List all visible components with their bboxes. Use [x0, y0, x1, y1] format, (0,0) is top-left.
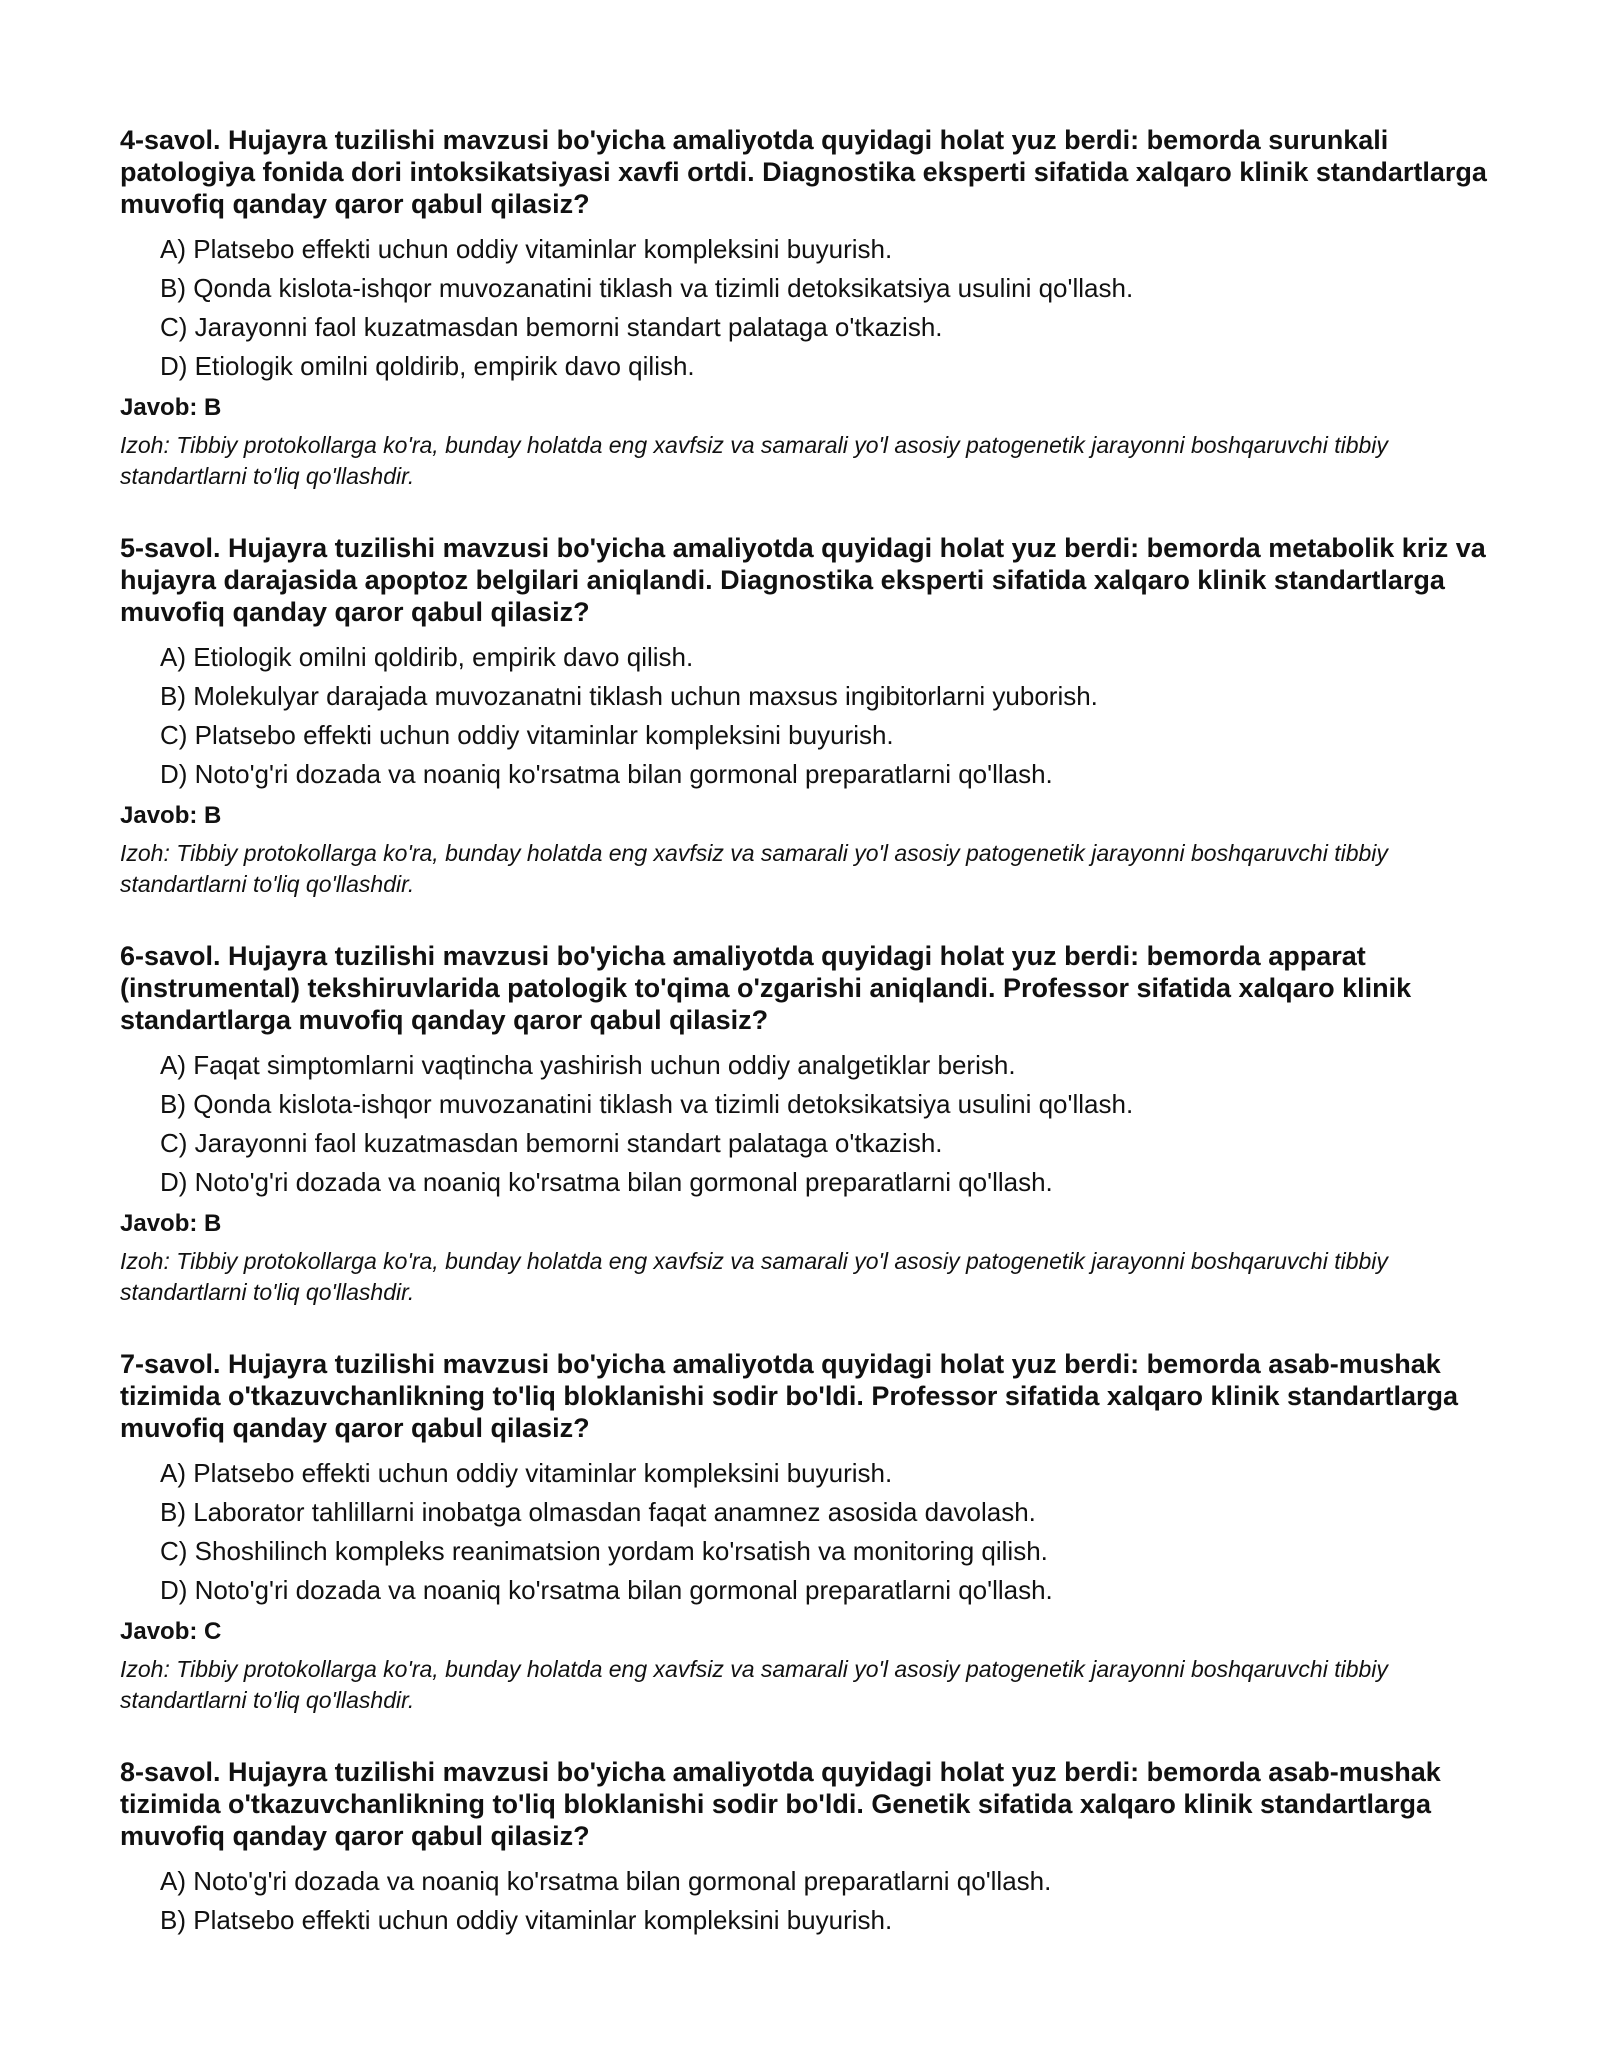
answer-option: B) Molekulyar darajada muvozanatni tiklash uchun maxsus ingibitorlarni yuborish. — [160, 681, 1098, 711]
question-block — [120, 940, 1500, 1308]
answer-option: A) Etiologik omilni qoldirib, empirik davo qilish. — [160, 642, 694, 672]
answer-option: D) Etiologik omilni qoldirib, empirik davo qilish. — [160, 351, 695, 381]
answer-options — [120, 1046, 1500, 1202]
answer-option: A) Platsebo effekti uchun oddiy vitaminlar kompleksini buyurish. — [160, 234, 893, 264]
answer-option: C) Shoshilinch kompleks reanimatsion yordam ko'rsatish va monitoring qilish. — [160, 1536, 1048, 1566]
answer-key: Javob: B — [120, 1210, 222, 1237]
explanation-note: Izoh: Tibbiy protokollarga ko'ra, bunday holatda eng xavfsiz va samarali yo'l asosiy patogenetik jarayonni boshqaruvchi tibbiy standartlarni to'liq qo'llashdir. — [120, 840, 1388, 897]
answer-options — [120, 1454, 1500, 1610]
answer-option: D) Noto'g'ri dozada va noaniq ko'rsatma bilan gormonal preparatlarni qo'llash. — [160, 1167, 1053, 1197]
question-title: 6-savol. Hujayra tuzilishi mavzusi bo'yicha amaliyotda quyidagi holat yuz berdi: bemorda apparat (instrumental) tekshiruvlarida patologik to'qima o'zgarishi aniqlandi. Professor sifatida xalqaro klinik standartlarga muvofiq qanday qaror qabul qilasiz? — [120, 941, 1412, 1035]
answer-option: C) Platsebo effekti uchun oddiy vitaminlar kompleksini buyurish. — [160, 720, 894, 750]
answer-options — [120, 638, 1500, 794]
answer-option: A) Platsebo effekti uchun oddiy vitaminlar kompleksini buyurish. — [160, 1458, 893, 1488]
answer-option: B) Qonda kislota-ishqor muvozanatini tiklash va tizimli detoksikatsiya usulini qo'llash. — [160, 273, 1134, 303]
explanation-note: Izoh: Tibbiy protokollarga ko'ra, bunday holatda eng xavfsiz va samarali yo'l asosiy patogenetik jarayonni boshqaruvchi tibbiy standartlarni to'liq qo'llashdir. — [120, 432, 1388, 489]
answer-option: C) Jarayonni faol kuzatmasdan bemorni standart palataga o'tkazish. — [160, 1128, 943, 1158]
answer-option: B) Laborator tahlillarni inobatga olmasdan faqat anamnez asosida davolash. — [160, 1497, 1036, 1527]
question-block — [120, 532, 1500, 900]
answer-option: A) Faqat simptomlarni vaqtincha yashirish uchun oddiy analgetiklar berish. — [160, 1050, 1016, 1080]
question-title: 5-savol. Hujayra tuzilishi mavzusi bo'yicha amaliyotda quyidagi holat yuz berdi: bemorda metabolik kriz va hujayra darajasida apoptoz belgilari aniqlandi. Diagnostika eksperti sifatida xalqaro klinik standartlarga muvofiq qanday qaror qabul qilasiz? — [120, 533, 1486, 627]
answer-options — [120, 1862, 1500, 1940]
answer-key: Javob: C — [120, 1618, 222, 1645]
question-title: 8-savol. Hujayra tuzilishi mavzusi bo'yicha amaliyotda quyidagi holat yuz berdi: bemorda asab-mushak tizimida o'tkazuvchanlikning to'liq bloklanishi sodir bo'ldi. Genetik sifatida xalqaro klinik standartlarga muvofiq qanday qaror qabul qilasiz? — [120, 1757, 1441, 1851]
answer-option: B) Qonda kislota-ishqor muvozanatini tiklash va tizimli detoksikatsiya usulini qo'llash. — [160, 1089, 1134, 1119]
document-page — [120, 124, 1500, 1980]
answer-key: Javob: B — [120, 802, 222, 829]
answer-option: D) Noto'g'ri dozada va noaniq ko'rsatma bilan gormonal preparatlarni qo'llash. — [160, 759, 1053, 789]
answer-option: D) Noto'g'ri dozada va noaniq ko'rsatma bilan gormonal preparatlarni qo'llash. — [160, 1575, 1053, 1605]
answer-option: A) Noto'g'ri dozada va noaniq ko'rsatma bilan gormonal preparatlarni qo'llash. — [160, 1866, 1052, 1896]
question-title: 4-savol. Hujayra tuzilishi mavzusi bo'yicha amaliyotda quyidagi holat yuz berdi: bemorda surunkali patologiya fonida dori intoksikatsiyasi xavfi ortdi. Diagnostika eksperti sifatida xalqaro klinik standartlarga muvofiq qanday qaror qabul qilasiz? — [120, 125, 1487, 219]
question-block — [120, 1756, 1500, 1940]
answer-option: B) Platsebo effekti uchun oddiy vitaminlar kompleksini buyurish. — [160, 1905, 893, 1935]
answer-options — [120, 230, 1500, 386]
question-block — [120, 1348, 1500, 1716]
answer-option: C) Jarayonni faol kuzatmasdan bemorni standart palataga o'tkazish. — [160, 312, 943, 342]
question-block — [120, 124, 1500, 492]
explanation-note: Izoh: Tibbiy protokollarga ko'ra, bunday holatda eng xavfsiz va samarali yo'l asosiy patogenetik jarayonni boshqaruvchi tibbiy standartlarni to'liq qo'llashdir. — [120, 1248, 1388, 1305]
answer-key: Javob: B — [120, 394, 222, 421]
question-title: 7-savol. Hujayra tuzilishi mavzusi bo'yicha amaliyotda quyidagi holat yuz berdi: bemorda asab-mushak tizimida o'tkazuvchanlikning to'liq bloklanishi sodir bo'ldi. Professor sifatida xalqaro klinik standartlarga muvofiq qanday qaror qabul qilasiz? — [120, 1349, 1459, 1443]
explanation-note: Izoh: Tibbiy protokollarga ko'ra, bunday holatda eng xavfsiz va samarali yo'l asosiy patogenetik jarayonni boshqaruvchi tibbiy standartlarni to'liq qo'llashdir. — [120, 1656, 1388, 1713]
